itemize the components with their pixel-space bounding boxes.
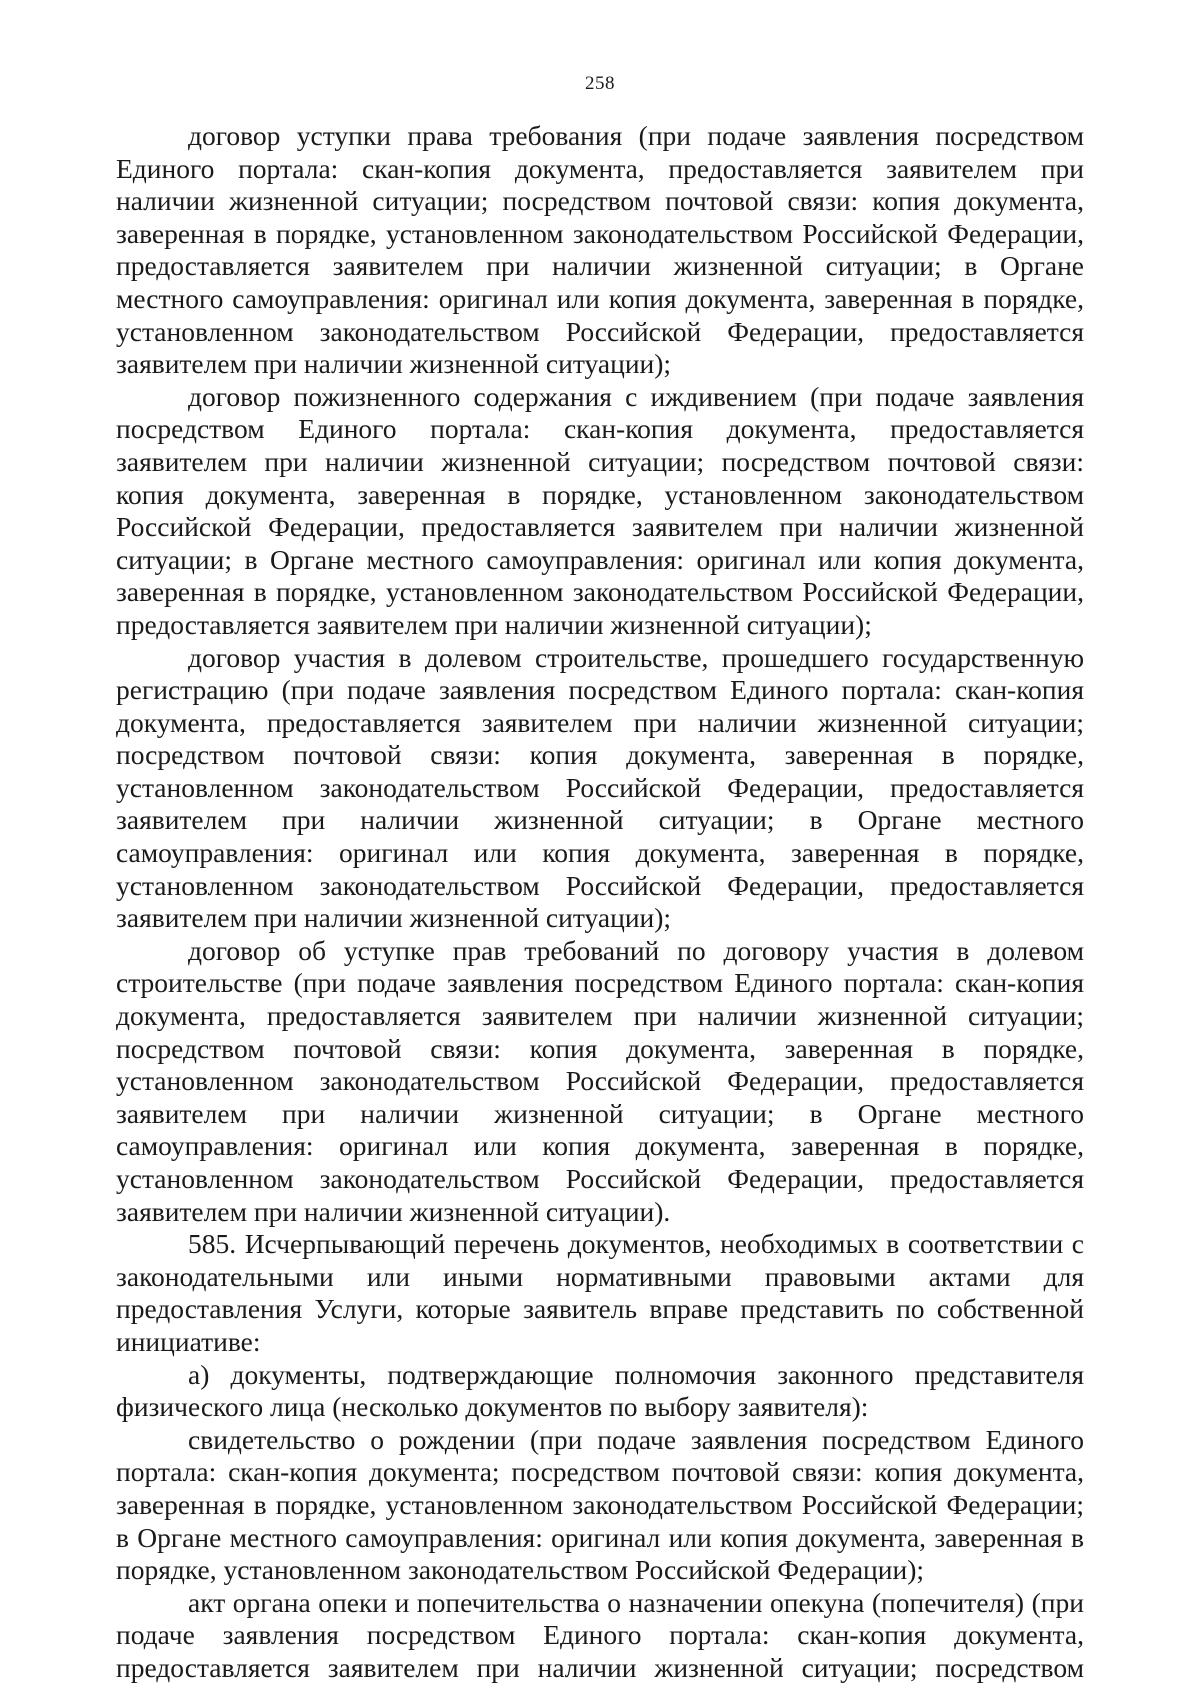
paragraph-shared-construction-claims-assignment: договор об уступке прав требований по договору участия в долевом строительстве (при подаче заявления посредством Единого портала: скан-копия документа, предоставляется заявителем при наличии жизненной ситуации; посредством почтовой связи: копия документа, заверенная в порядке, установленном законодательством Российской Федерации, предоставляется заявителем при наличии жизненной ситуации; в Органе местного самоуправления: оригинал или копия документа, заверенная в порядке, установленном законодательством Российской Федерации, предоставляется заявителем при наличии жизненной ситуации). bbox=[116, 934, 1084, 1227]
paragraph-guardianship-act: акт органа опеки и попечительства о назначении опекуна (попечителя) (при подаче заявления посредством Единого портала: скан-копия документа, предоставляется заявителем при наличии жизненной ситуации; посредством bbox=[116, 1586, 1084, 1683]
paragraph-assignment-of-claim-contract: договор уступки права требования (при подаче заявления посредством Единого портала: скан-копия документа, предоставляется заявителем при наличии жизненной ситуации; посредством почтовой связи: копия документа, заверенная в порядке, установленном законодательством Российской Федерации, предоставляется заявителем при наличии жизненной ситуации; в Органе местного самоуправления: оригинал или копия документа, заверенная в порядке, установленном законодательством Российской Федерации, предоставляется заявителем при наличии жизненной ситуации); bbox=[116, 120, 1084, 380]
paragraph-subitem-a: а) документы, подтверждающие полномочия законного представителя физического лица (несколько документов по выбору заявителя): bbox=[116, 1358, 1084, 1423]
paragraph-item-585: 585. Исчерпывающий перечень документов, необходимых в соответствии с законодательными или иными нормативными правовыми актами для предоставления Услуги, которые заявитель вправе представить по собственной инициативе: bbox=[116, 1228, 1084, 1357]
page-number: 258 bbox=[585, 73, 615, 94]
paragraph-birth-certificate: свидетельство о рождении (при подаче заявления посредством Единого портала: скан-копия документа; посредством почтовой связи: копия документа, заверенная в порядке, установленном законодательством Российской Федерации; в Органе местного самоуправления: оригинал или копия документа, заверенная в порядке, установленном законодательством Российской Федерации); bbox=[116, 1423, 1084, 1586]
paragraph-shared-construction-contract: договор участия в долевом строительстве, прошедшего государственную регистрацию (при подаче заявления посредством Единого портала: скан-копия документа, предоставляется заявителем при наличии жизненной ситуации; посредством почтовой связи: копия документа, заверенная в порядке, установленном законодательством Российской Федерации, предоставляется заявителем при наличии жизненной ситуации; в Органе местного самоуправления: оригинал или копия документа, заверенная в порядке, установленном законодательством Российской Федерации, предоставляется заявителем при наличии жизненной ситуации); bbox=[116, 641, 1084, 934]
paragraph-lifetime-maintenance-contract: договор пожизненного содержания с иждивением (при подаче заявления посредством Единого портала: скан-копия документа, предоставляется заявителем при наличии жизненной ситуации; посредством почтовой связи: копия документа, заверенная в порядке, установленном законодательством Российской Федерации, предоставляется заявителем при наличии жизненной ситуации; в Органе местного самоуправления: оригинал или копия документа, заверенная в порядке, установленном законодательством Российской Федерации, предоставляется заявителем при наличии жизненной ситуации); bbox=[116, 380, 1084, 640]
document-body bbox=[116, 120, 1084, 1685]
